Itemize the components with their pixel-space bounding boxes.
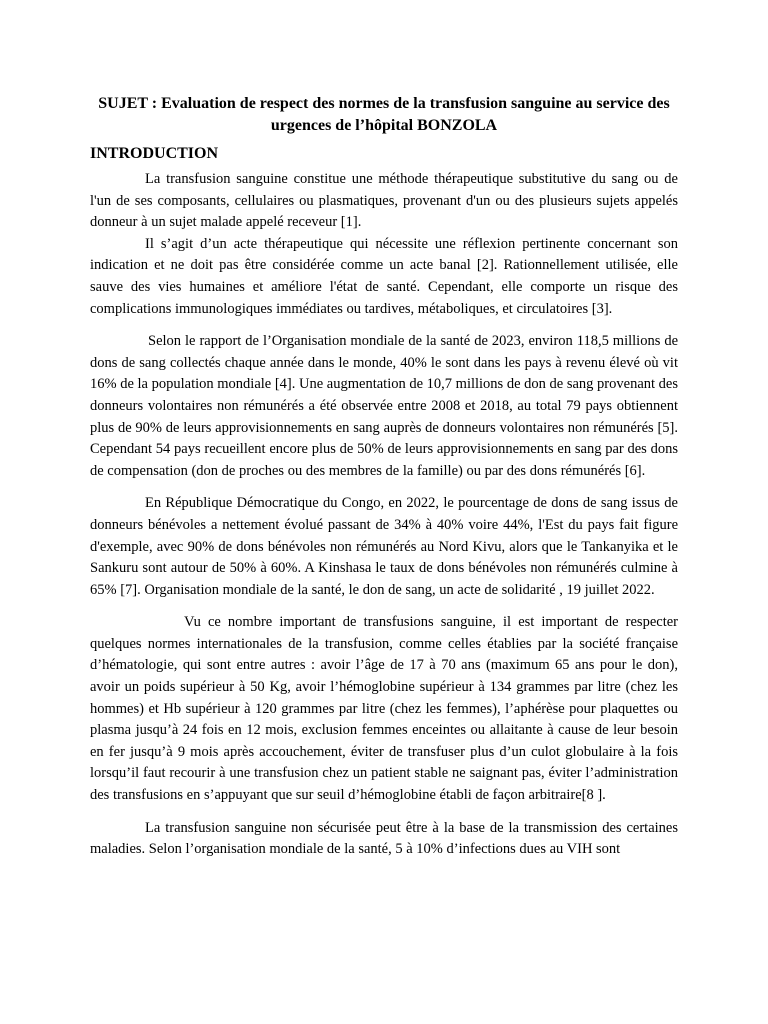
- paragraph-1: La transfusion sanguine constitue une méthode thérapeutique substitutive du sang ou de l'un de ses composants, cellulaires ou plasmatiques, provenant d'un ou des plusieurs sujets appelés donneur à un sujet malade appelé receveur [1].: [90, 171, 678, 231]
- document-body: [90, 93, 678, 861]
- paragraph-6: La transfusion sanguine non sécurisée peut être à la base de la transmission des certaines maladies. Selon l’organisation mondiale de la santé, 5 à 10% d’infections dues au VIH sont: [90, 819, 678, 858]
- paragraph-5: Vu ce nombre important de transfusions sanguine, il est important de respecter quelques normes internationales de la transfusion, comme celles établies par la société française d’hématologie, qui sont entre autres : avoir l’âge de 17 à 70 ans (maximum 65 ans pour le don), avoir un poids supérieur à 50 Kg, avoir l’hémoglobine supérieur à 134 grammes par litre (chez les hommes) et Hb supérieur à 120 grammes par litre (chez les femmes), l’aphérèse pour plaquettes ou plasma jusqu’à 24 fois en 12 mois, exclusion femmes enceintes ou allaitante à cause de leur besoin en fer jusqu’à 9 mois après accouchement, éviter de transfuser plus d’un culot globulaire à la fois lorsqu’il faut recourir à une transfusion chez un patient stable ne saignant pas, éviter l’administration des transfusions en s’appuyant que sur seuil d’hémoglobine établi de façon arbitraire[8 ].: [90, 614, 678, 804]
- document-title: SUJET : Evaluation de respect des normes de la transfusion sanguine au service des urgences de l’hôpital BONZOLA: [98, 95, 670, 134]
- paragraph-2: Il s’agit d’un acte thérapeutique qui nécessite une réflexion pertinente concernant son indication et ne doit pas être considérée comme un acte banal [2]. Rationnellement utilisée, elle sauve des vies humaines et améliore l'état de santé. Cependant, elle comporte un risque des complications immunologiques immédiates ou tardives, métaboliques, et circulatoires [3].: [90, 235, 678, 317]
- paragraph-3: Selon le rapport de l’Organisation mondiale de la santé de 2023, environ 118,5 millions de dons de sang collectés chaque année dans le monde, 40% le sont dans les pays à revenu élevé où vit 16% de la population mondiale [4]. Une augmentation de 10,7 millions de don de sang provenant des donneurs volontaires non rémunérés a été observée entre 2008 et 2018, au total 79 pays obtiennent plus de 90% de leurs approvisionnements en sang auprès de donneurs volontaires non rémunérés [5]. Cependant 54 pays recueillent encore plus de 50% de leurs approvisionnements en sang par des dons de compensation (don de proches ou des membres de la famille) ou par des dons rémunérés [6].: [90, 333, 678, 479]
- paragraph-4: En République Démocratique du Congo, en 2022, le pourcentage de dons de sang issus de donneurs bénévoles a nettement évolué passant de 34% à 40% voire 44%, l'Est du pays fait figure d'exemple, avec 90% de dons bénévoles non rémunérés au Nord Kivu, alors que le Tankanyika et le Sankuru sont autour de 50% à 60%. A Kinshasa le taux de dons bénévoles non rémunérés culmine à 65% [7]. Organisation mondiale de la santé, le don de sang, un acte de solidarité , 19 juillet 2022.: [90, 495, 678, 598]
- section-heading-introduction: INTRODUCTION: [90, 145, 219, 162]
